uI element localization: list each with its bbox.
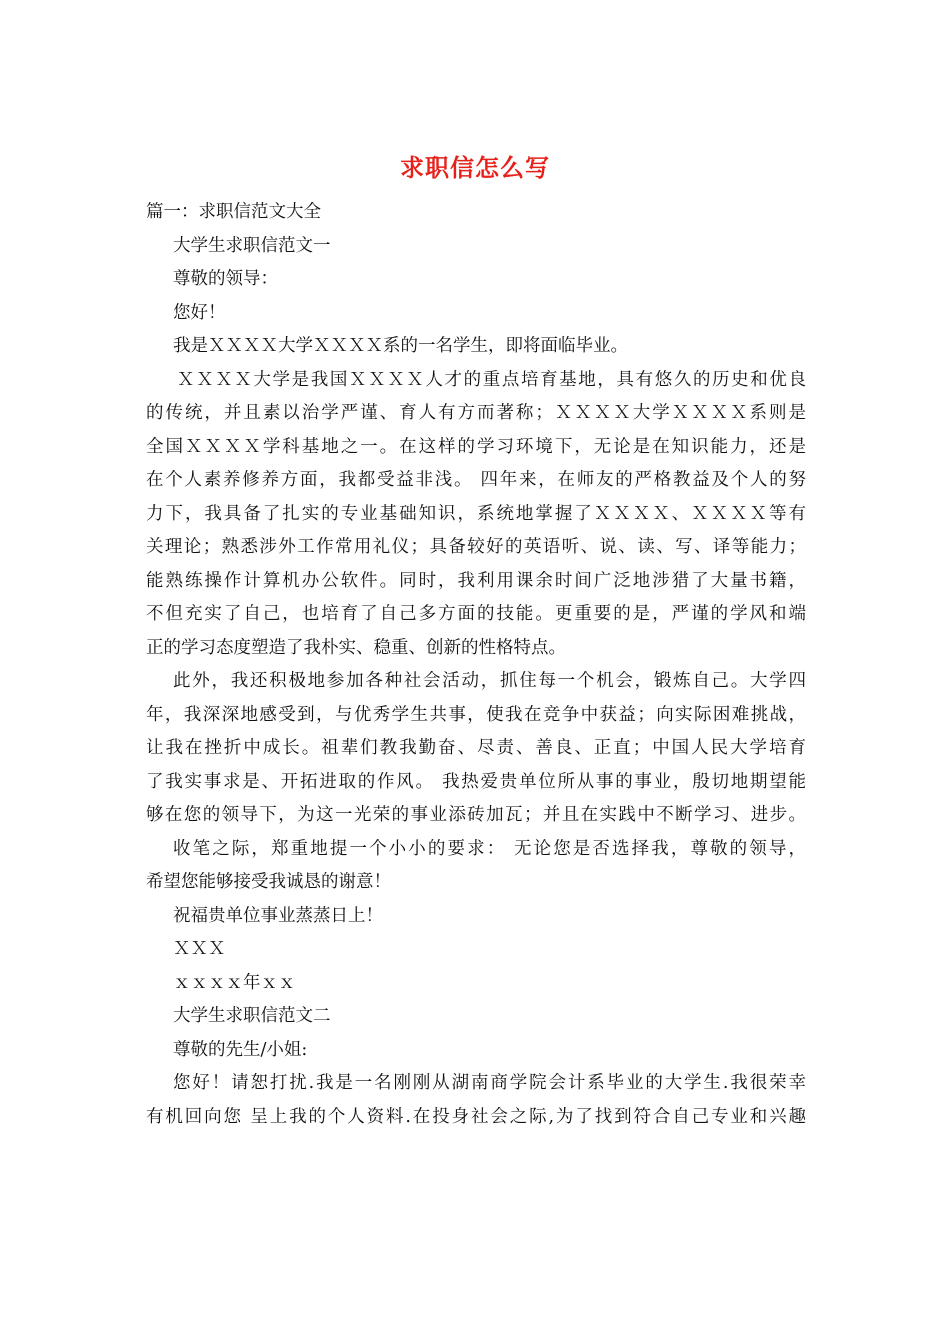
paragraph-line: 祝福贵单位事业蒸蒸日上！ [173, 905, 383, 926]
paragraph-line: 能熟练操作计算机办公软件。同时，我利用课余时间广泛地涉猎了大量书籍， [146, 570, 806, 591]
paragraph-line: 您好！请恕打扰.我是一名刚刚从湖南商学院会计系毕业的大学生.我很荣幸 [173, 1073, 806, 1093]
paragraph-line: 希望您能够接受我诚恳的谢意！ [146, 872, 391, 892]
paragraph-line: 有机回向您 呈上我的个人资料.在投身社会之际,为了找到符合自己专业和兴趣 [146, 1106, 806, 1127]
paragraph-line: 够在您的领导下，为这一光荣的事业添砖加瓦；并且在实践中不断学习、进步。 [146, 805, 806, 825]
document-title: 求职信怎么写 [400, 153, 550, 182]
paragraph-line: 在个人素养修养方面，我都受益非浅。 四年来，在师友的严格教益及个人的努 [146, 470, 806, 490]
paragraph-line: 此外，我还积极地参加各种社会活动，抓住每一个机会，锻炼自己。大学四 [173, 671, 806, 691]
paragraph-line: 收笔之际，郑重地提一个小小的要求： 无论您是否选择我，尊敬的领导， [173, 838, 806, 859]
paragraph-line: 大学生求职信范文二 [173, 1006, 331, 1026]
paragraph-line: ＸＸＸＸ大学是我国ＸＸＸＸ人才的重点培育基地，具有悠久的历史和优良 [177, 369, 806, 390]
paragraph-line: ｘｘｘｘ年ｘｘ [173, 972, 296, 993]
paragraph-line: 力下，我具备了扎实的专业基础知识，系统地掌握了ＸＸＸＸ、ＸＸＸＸ等有 [146, 503, 806, 524]
paragraph-line: 尊敬的领导： [173, 269, 278, 289]
paragraph-line: 您好！ [173, 302, 226, 323]
paragraph-line: 了我实事求是、开拓进取的作风。 我热爱贵单位所从事的事业，殷切地期望能 [146, 771, 806, 792]
paragraph-line: 不但充实了自己，也培育了自己多方面的技能。更重要的是，严谨的学风和端 [146, 604, 806, 624]
paragraph-line: 正的学习态度塑造了我朴实、稳重、创新的性格特点。 [146, 637, 566, 658]
paragraph-line: 全国ＸＸＸＸ学科基地之一。在这样的学习环境下，无论是在知识能力，还是 [146, 436, 806, 457]
paragraph-line: 大学生求职信范文一 [173, 235, 331, 256]
paragraph-line: 年，我深深地感受到，与优秀学生共事，使我在竞争中获益；向实际困难挑战， [146, 704, 806, 725]
paragraph-line: 我是ＸＸＸＸ大学ＸＸＸＸ系的一名学生，即将面临毕业。 [173, 336, 628, 356]
paragraph-line: ＸＸＸ [173, 939, 226, 959]
paragraph-line: 关理论；熟悉涉外工作常用礼仪；具备较好的英语听、说、读、写、译等能力； [146, 537, 806, 557]
paragraph-line: 尊敬的先生/小姐: [173, 1039, 308, 1060]
paragraph-line: 让我在挫折中成长。祖辈们教我勤奋、尽责、善良、正直；中国人民大学培育 [146, 738, 806, 758]
document-body [146, 196, 806, 1134]
paragraph-line: 的传统，并且素以治学严谨、育人有方而著称；ＸＸＸＸ大学ＸＸＸＸ系则是 [146, 403, 806, 423]
paragraph-line: 篇一：求职信范文大全 [146, 202, 321, 222]
